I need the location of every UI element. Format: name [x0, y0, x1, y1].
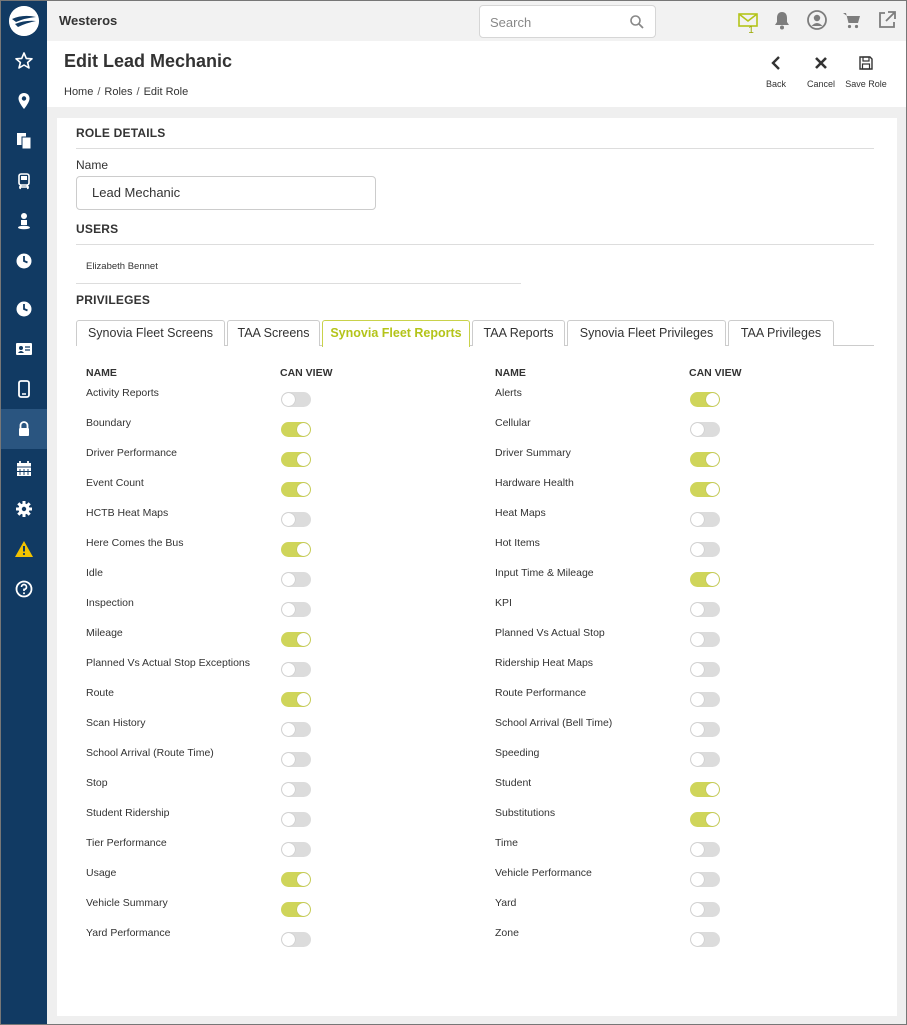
breadcrumb-home[interactable]: Home: [64, 86, 94, 98]
privilege-label: Planned Vs Actual Stop Exceptions: [86, 657, 251, 669]
can-view-toggle[interactable]: [690, 602, 720, 617]
tab-taa-reports[interactable]: TAA Reports: [472, 320, 565, 346]
privileges-heading: PRIVILEGES: [76, 293, 151, 307]
user-list-item: Elizabeth Bennet: [86, 261, 158, 272]
privilege-label: Cellular: [495, 417, 531, 429]
privilege-label: Boundary: [86, 417, 131, 429]
can-view-toggle[interactable]: [690, 782, 720, 797]
can-view-toggle[interactable]: [281, 602, 311, 617]
privilege-label: Stop: [86, 777, 108, 789]
can-view-toggle[interactable]: [690, 542, 720, 557]
role-details-heading: ROLE DETAILS: [76, 126, 166, 140]
privilege-label: Scan History: [86, 717, 146, 729]
star-icon[interactable]: [1, 41, 47, 81]
save-role-button[interactable]: [842, 55, 890, 89]
can-view-toggle[interactable]: [690, 632, 720, 647]
privilege-label: Substitutions: [495, 807, 556, 819]
lock-icon[interactable]: [1, 409, 47, 449]
privilege-label: Mileage: [86, 627, 123, 639]
privilege-label: Hot Items: [495, 537, 540, 549]
can-view-toggle[interactable]: [690, 902, 720, 917]
tab-synovia-fleet-screens[interactable]: Synovia Fleet Screens: [76, 320, 225, 346]
can-view-toggle[interactable]: [281, 482, 311, 497]
driver-icon[interactable]: [1, 201, 47, 241]
privilege-label: Time: [495, 837, 518, 849]
privilege-label: Vehicle Summary: [86, 897, 168, 909]
can-view-toggle[interactable]: [690, 452, 720, 467]
can-view-toggle[interactable]: [281, 422, 311, 437]
privilege-label: Driver Summary: [495, 447, 571, 459]
tab-taa-privileges[interactable]: TAA Privileges: [728, 320, 834, 346]
can-view-toggle[interactable]: [281, 392, 311, 407]
role-name-input[interactable]: Lead Mechanic: [76, 176, 376, 210]
right-name-header: NAME: [495, 367, 526, 379]
name-label: Name: [76, 158, 109, 172]
breadcrumb-roles[interactable]: Roles: [104, 86, 133, 98]
can-view-toggle[interactable]: [690, 482, 720, 497]
privilege-label: Idle: [86, 567, 103, 579]
privilege-label: Input Time & Mileage: [495, 567, 594, 579]
privilege-label: Student: [495, 777, 532, 789]
map-pin-icon[interactable]: [1, 81, 47, 121]
documents-icon[interactable]: [1, 121, 47, 161]
can-view-toggle[interactable]: [690, 392, 720, 407]
can-view-toggle[interactable]: [281, 752, 311, 767]
can-view-toggle[interactable]: [281, 572, 311, 587]
privilege-label: KPI: [495, 597, 512, 609]
top-bar: [47, 1, 907, 41]
can-view-toggle[interactable]: [281, 692, 311, 707]
role-form-card: [57, 118, 897, 1016]
save-icon: [858, 55, 874, 71]
privilege-label: Tier Performance: [86, 837, 167, 849]
can-view-toggle[interactable]: [690, 692, 720, 707]
can-view-toggle[interactable]: [281, 842, 311, 857]
privilege-label: Here Comes the Bus: [86, 537, 184, 549]
privilege-label: Vehicle Performance: [495, 867, 592, 879]
can-view-toggle[interactable]: [690, 752, 720, 767]
privilege-label: School Arrival (Route Time): [86, 747, 214, 759]
breadcrumb-current: Edit Role: [143, 86, 189, 98]
calendar-icon[interactable]: [1, 449, 47, 489]
privilege-label: School Arrival (Bell Time): [495, 717, 613, 729]
page-title: Edit Lead Mechanic: [64, 51, 233, 71]
can-view-toggle[interactable]: [281, 662, 311, 677]
privilege-label: Ridership Heat Maps: [495, 657, 594, 669]
help-icon[interactable]: [1, 569, 47, 609]
bell-icon[interactable]: [771, 9, 793, 31]
chevron-left-icon: [768, 55, 784, 71]
can-view-toggle[interactable]: [690, 872, 720, 887]
back-button[interactable]: [752, 55, 800, 89]
page-header: [47, 41, 907, 107]
privilege-label: Yard Performance: [86, 927, 171, 939]
tab-synovia-fleet-privileges[interactable]: Synovia Fleet Privileges: [567, 320, 726, 346]
can-view-toggle[interactable]: [281, 632, 311, 647]
tab-taa-screens[interactable]: TAA Screens: [227, 320, 320, 346]
can-view-toggle[interactable]: [690, 572, 720, 587]
sidebar: [1, 1, 47, 1025]
external-link-icon[interactable]: [876, 9, 898, 31]
right-can-view-header: CAN VIEW: [689, 367, 742, 379]
users-heading: USERS: [76, 222, 119, 236]
privilege-label: Activity Reports: [86, 387, 159, 399]
clock-icon[interactable]: [1, 241, 47, 281]
privilege-label: Route Performance: [495, 687, 587, 699]
divider: [76, 148, 874, 149]
id-card-icon[interactable]: [1, 329, 47, 369]
privilege-label: Zone: [495, 927, 519, 939]
warning-icon[interactable]: [1, 529, 47, 569]
can-view-toggle[interactable]: [281, 872, 311, 887]
can-view-toggle[interactable]: [690, 722, 720, 737]
search-input[interactable]: [479, 5, 656, 38]
privilege-label: Yard: [495, 897, 517, 909]
search-placeholder: Search: [490, 15, 532, 30]
privilege-label: Event Count: [86, 477, 144, 489]
can-view-toggle[interactable]: [690, 842, 720, 857]
can-view-toggle[interactable]: [281, 452, 311, 467]
divider: [76, 244, 874, 245]
privilege-label: Route: [86, 687, 115, 699]
privilege-label: Heat Maps: [495, 507, 546, 519]
can-view-toggle[interactable]: [281, 722, 311, 737]
can-view-toggle[interactable]: [281, 542, 311, 557]
privilege-label: Driver Performance: [86, 447, 178, 459]
can-view-toggle[interactable]: [690, 932, 720, 947]
left-can-view-header: CAN VIEW: [280, 367, 333, 379]
brand-name: Westeros: [59, 13, 118, 28]
can-view-toggle[interactable]: [281, 812, 311, 827]
bus-icon[interactable]: [1, 161, 47, 201]
gear-icon[interactable]: [1, 489, 47, 529]
logo[interactable]: [9, 6, 39, 36]
privilege-label: HCTB Heat Maps: [86, 507, 169, 519]
privilege-label: Alerts: [495, 387, 522, 399]
cart-icon[interactable]: [841, 9, 863, 31]
divider: [76, 283, 521, 284]
tablet-icon[interactable]: [1, 369, 47, 409]
can-view-toggle[interactable]: [281, 932, 311, 947]
back-label: Back: [765, 79, 786, 89]
user-profile-icon[interactable]: [806, 9, 828, 31]
search-icon[interactable]: [629, 14, 645, 30]
cancel-button[interactable]: [797, 55, 845, 89]
save-role-label: Save Role: [845, 79, 887, 89]
close-icon: [813, 55, 829, 71]
history-clock-icon[interactable]: [1, 289, 47, 329]
can-view-toggle[interactable]: [281, 902, 311, 917]
left-name-header: NAME: [86, 367, 117, 379]
can-view-toggle[interactable]: [281, 512, 311, 527]
privilege-label: Usage: [86, 867, 117, 879]
cancel-label: Cancel: [806, 79, 835, 89]
breadcrumb: Home / Roles / Edit Role: [64, 86, 189, 98]
privilege-label: Hardware Health: [495, 477, 574, 489]
can-view-toggle[interactable]: [690, 812, 720, 827]
privilege-label: Speeding: [495, 747, 540, 759]
can-view-toggle[interactable]: [690, 512, 720, 527]
privilege-tabs: [76, 320, 874, 346]
can-view-toggle[interactable]: [690, 662, 720, 677]
mail-count-badge: 1: [748, 25, 754, 36]
can-view-toggle[interactable]: [281, 782, 311, 797]
tab-synovia-fleet-reports[interactable]: Synovia Fleet Reports: [322, 320, 470, 347]
privilege-label: Student Ridership: [86, 807, 170, 819]
privilege-label: Planned Vs Actual Stop: [495, 627, 605, 639]
privilege-label: Inspection: [86, 597, 134, 609]
can-view-toggle[interactable]: [690, 422, 720, 437]
